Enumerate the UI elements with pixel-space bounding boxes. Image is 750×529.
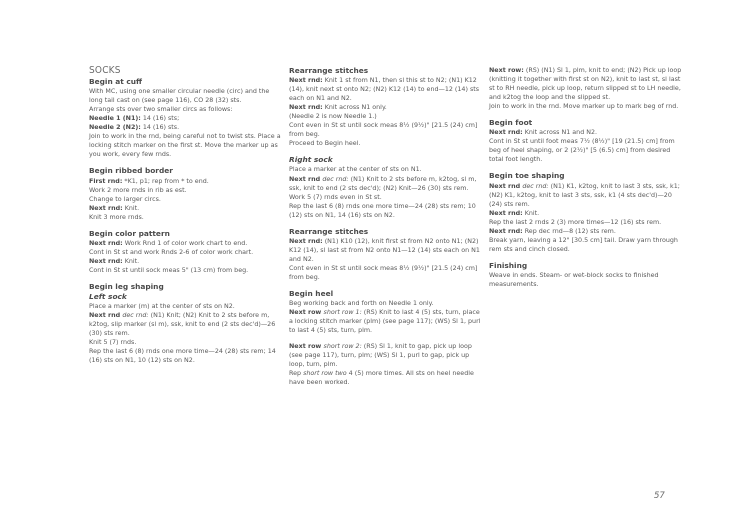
instruction-label-italic: short row 2:	[323, 343, 362, 351]
instruction-label: Next row	[289, 343, 324, 351]
instruction-text: *K1, p1; rep from * to end.	[122, 177, 209, 185]
paragraph	[289, 308, 483, 335]
instruction-text: 14 (16) sts.	[140, 124, 180, 132]
heading-rearrange-stitches: Rearrange stitches	[289, 66, 369, 75]
instruction-text: 4 (5) more times. All sts on heel needle have been worked.	[289, 370, 474, 387]
paragraph	[289, 237, 483, 264]
instruction-text: Rep	[289, 370, 304, 378]
paragraph: Place a marker at the center of sts on N1.	[289, 166, 422, 174]
heading-rearrange-stitches-2: Rearrange stitches	[289, 226, 369, 236]
heading-ribbed-border: Begin ribbed border	[89, 166, 173, 176]
instruction-label: Next rnd:	[289, 237, 323, 245]
instruction-label: Next rnd:	[89, 239, 123, 247]
heading-left-sock: Left sock	[89, 292, 127, 302]
paragraph	[489, 227, 683, 236]
paragraph	[89, 123, 283, 132]
paragraph	[89, 204, 283, 213]
paragraph: Place a marker (m) at the center of sts on N2.	[89, 303, 235, 311]
heading-finishing: Finishing	[489, 260, 528, 270]
column-middle	[289, 66, 483, 388]
paragraph: Break yarn, leaving a 12" [30.5 cm] tail. Draw yarn through rem sts and cinch closed.	[489, 236, 678, 253]
instruction-text: (RS) Knit to last 4 (5) sts, turn, place a locking stitch marker (plm) (see page 117); (WS) Sl 1, purl to last 4 (5) sts, turn, plm.	[289, 309, 481, 335]
section-title: SOCKS	[89, 65, 121, 76]
instruction-text: (RS) (N1) Sl 1, plm, knit to end; (N2) Pick up loop (knitting it together with first st on N2), knit to last st, sl last st to RH needle, pick up loop, return slipped st to LH needle, and k2tog the loop and the slipped st.	[489, 67, 682, 102]
instruction-label: Next rnd:	[489, 209, 523, 217]
heading-right-sock: Right sock	[289, 155, 333, 165]
instruction-text: Knit 1 st from N1, then sl this st to N2; (N1) K12 (14), knit next st onto N2; (N2) K12 (14) to end—12 (14) sts each on N1 and N2.	[289, 77, 480, 103]
heading-color-pattern: Begin color pattern	[89, 228, 170, 238]
paragraph	[89, 311, 283, 338]
paragraph: Knit 5 (7) rnds.	[89, 339, 137, 347]
column-right	[489, 66, 683, 289]
instruction-text: Knit.	[122, 257, 140, 265]
paragraph: Cont even in St st until sock meas 8½ (9½)" [21.5 (24) cm] from beg.	[289, 264, 478, 281]
instruction-label: Next rnd:	[89, 257, 123, 265]
paragraph: Work 5 (7) rnds even in St st.	[289, 193, 382, 201]
instruction-label: Next row	[289, 309, 324, 317]
paragraph	[89, 257, 283, 266]
instruction-text: Knit.	[122, 204, 140, 212]
paragraph: Weave in ends. Steam- or wet-block socks to finished measurements.	[489, 271, 659, 288]
paragraph	[89, 114, 283, 123]
instruction-text: (N1) Knit to 2 sts before m, k2tog, sl m, ssk, knit to end (2 sts dec'd); (N2) Knit—26 (30) sts rem.	[289, 175, 477, 192]
instruction-label: First rnd:	[89, 177, 123, 185]
paragraph	[489, 182, 683, 209]
paragraph: Rep the last 2 rnds 2 (3) more times—12 (16) sts rem.	[489, 218, 662, 226]
paragraph	[489, 209, 683, 218]
instruction-text: Knit across N1 only.	[322, 104, 387, 112]
paragraph: Work 2 more rnds in rib as est.	[89, 186, 187, 194]
paragraph: With MC, using one smaller circular needle (circ) and the long tail cast on (see page 116), CO 28 (32) sts.	[89, 88, 270, 105]
instruction-label-italic: dec rnd:	[522, 182, 549, 190]
paragraph: Cont in St st until sock meas 5" (13 cm) from beg.	[89, 266, 249, 274]
heading-begin-heel: Begin heel	[289, 289, 334, 299]
paragraph: Change to larger circs.	[89, 195, 161, 203]
instruction-label: Next rnd	[489, 182, 523, 190]
paragraph: Cont even in St st until sock meas 8½ (9½)" [21.5 (24) cm] from beg.	[289, 122, 478, 139]
paragraph	[489, 66, 683, 102]
instruction-text: (N1) Knit; (N2) Knit to 2 sts before m, k2tog, slip marker (sl m), ssk, knit to end (2 sts dec'd)—26 (30) sts rem.	[89, 312, 276, 338]
instruction-label-italic: dec rnd:	[122, 312, 149, 320]
instruction-label: Next rnd:	[489, 129, 523, 137]
heading-begin-foot: Begin foot	[489, 118, 533, 128]
heading-leg-shaping: Begin leg shaping	[89, 281, 164, 291]
instruction-label: Needle 1 (N1):	[89, 115, 141, 123]
paragraph	[289, 103, 483, 112]
heading-begin-at-cuff: Begin at cuff	[89, 77, 143, 87]
paragraph: Join to work in the rnd, being careful not to twist sts. Place a locking stitch marker on the first st. Move the marker up as you work, every few rnds.	[89, 133, 281, 159]
instruction-label: Needle 2 (N2):	[89, 124, 141, 132]
instruction-text: Knit.	[522, 209, 540, 217]
instruction-label: Next rnd	[289, 175, 323, 183]
paragraph	[289, 369, 483, 387]
page-number: 57	[654, 491, 665, 501]
paragraph: Rep the last 6 (8) rnds one more time—24 (28) sts rem; 10 (12) sts on N1, 14 (16) sts on N2.	[289, 202, 476, 219]
column-left	[89, 66, 283, 365]
instruction-text: Work Rnd 1 of color work chart to end.	[122, 239, 248, 247]
instruction-text: (N1) K10 (12), knit first st from N2 onto N1; (N2) K12 (14), sl last st from N2 onto N1—12 (14) sts each on N1 and N2.	[289, 237, 480, 263]
paragraph: Rep the last 6 (8) rnds one more time—24 (28) sts rem; 14 (16) sts on N1, 10 (12) sts on N2.	[89, 348, 276, 365]
instruction-text: (RS) Sl 1, knit to gap, pick up loop (see page 117), turn, plm; (WS) Sl 1, purl to gap, pick up loop, turn, plm.	[289, 343, 472, 369]
paragraph	[489, 128, 683, 137]
paragraph	[289, 342, 483, 369]
instruction-label: Next rnd:	[489, 227, 523, 235]
paragraph: Knit 3 more rnds.	[89, 213, 144, 221]
instruction-label: Next rnd:	[289, 77, 323, 85]
paragraph	[289, 175, 483, 193]
paragraph: Join to work in the rnd. Move marker up to mark beg of rnd.	[489, 103, 679, 111]
paragraph: Cont in St st and work Rnds 2-6 of color work chart.	[89, 248, 254, 256]
paragraph: Proceed to Begin heel.	[289, 140, 361, 148]
paragraph	[89, 239, 283, 248]
instruction-text: 14 (16) sts;	[140, 115, 180, 123]
instruction-label: Next rnd	[89, 312, 123, 320]
instruction-text: (N1) K1, k2tog, knit to last 3 sts, ssk, k1; (N2) K1, k2tog, knit to last 3 sts, ssk, k1 (4 sts dec'd)—20 (24) sts rem.	[489, 182, 680, 208]
paragraph	[89, 177, 283, 186]
instruction-text: Knit across N1 and N2.	[522, 129, 598, 137]
instruction-text: Rep dec rnd—8 (12) sts rem.	[522, 227, 616, 235]
heading-toe-shaping: Begin toe shaping	[489, 171, 565, 181]
instruction-label-italic: dec rnd:	[322, 175, 349, 183]
paragraph: Cont in St st until foot meas 7½ (8½)" [19 (21.5) cm] from beg of heel shaping, or 2 (2½)" [5 (6.5) cm] from desired total foot length.	[489, 138, 675, 164]
instruction-label: Next rnd:	[289, 104, 323, 112]
paragraph: (Needle 2 is now Needle 1.)	[289, 113, 377, 121]
paragraph: Beg working back and forth on Needle 1 only.	[289, 300, 434, 308]
paragraph: Arrange sts over two smaller circs as follows:	[89, 106, 233, 114]
instruction-label: Next row:	[489, 67, 524, 74]
paragraph	[289, 76, 483, 103]
instruction-label: Next rnd:	[89, 204, 123, 212]
instruction-text-italic: short row two	[303, 370, 347, 378]
instruction-label-italic: short row 1:	[323, 309, 362, 317]
